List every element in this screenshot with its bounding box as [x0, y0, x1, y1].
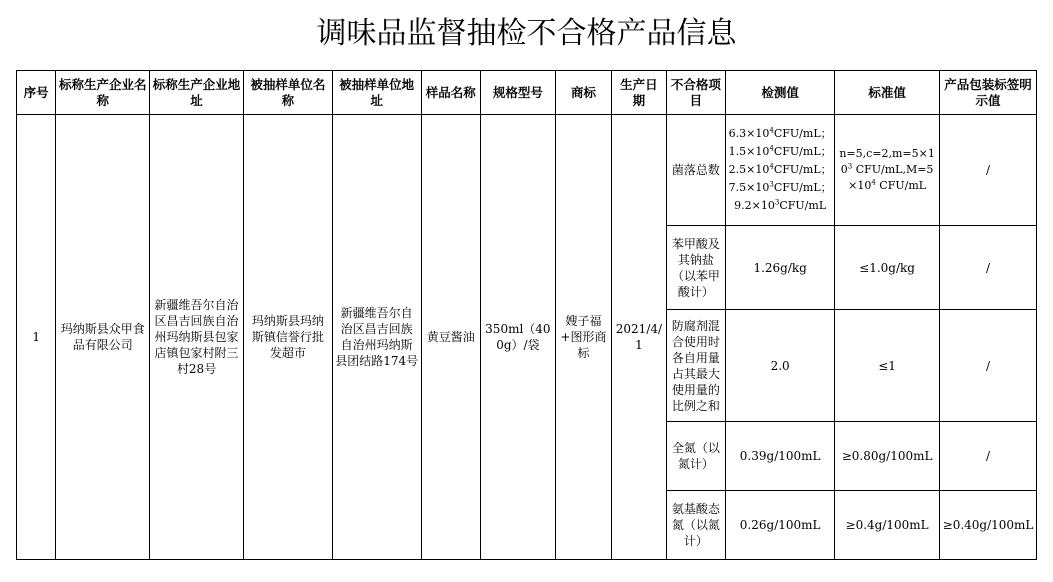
- cell-measured-value: 1.26g/kg: [726, 226, 835, 310]
- cell-label-value: /: [940, 310, 1037, 422]
- cell-measured-value: 2.0: [726, 310, 835, 422]
- header-brand: 商标: [555, 71, 611, 115]
- unqualified-products-table: [16, 70, 1037, 560]
- cell-measured-value: [726, 115, 835, 226]
- cell-failed-item: 全氮（以氮计）: [666, 422, 726, 491]
- header-manufacturer: 标称生产企业名称: [56, 71, 150, 115]
- cell-failed-item: 氨基酸态氮（以氮计）: [666, 491, 726, 560]
- cell-label-value: /: [940, 115, 1037, 226]
- cell-standard-value: ≥0.80g/100mL: [835, 422, 940, 491]
- measured-line: $6.3\times 10^4CFU/mL$；: [728, 126, 832, 140]
- header-sampled-unit-address: 被抽样单位地址: [332, 71, 421, 115]
- cell-manufacturer: 玛纳斯县众甲食品有限公司: [56, 115, 150, 560]
- measured-line: $1.5\times 10^4CFU/mL$；: [728, 144, 832, 158]
- cell-brand: 嫂子福+图形商标: [555, 115, 611, 560]
- cell-seq: 1: [17, 115, 56, 560]
- header-seq: 序号: [17, 71, 56, 115]
- cell-manufacturer-address: 新疆维吾尔自治区昌吉回族自治州玛纳斯县包家店镇包家村附三村28号: [150, 115, 244, 560]
- cell-sampled-unit: 玛纳斯县玛纳斯镇信誉行批发超市: [243, 115, 332, 560]
- header-sample-name: 样品名称: [421, 71, 481, 115]
- measured-line: $9.2\times 10^3CFU/mL$: [734, 198, 827, 212]
- cell-failed-item: 苯甲酸及其钠盐（以苯甲酸计）: [666, 226, 726, 310]
- cell-measured-value: 0.39g/100mL: [726, 422, 835, 491]
- page-title: 调味品监督抽检不合格产品信息: [316, 16, 737, 51]
- cell-standard-value: ≥0.4g/100mL: [835, 491, 940, 560]
- measured-line: $7.5\times 10^3CFU/mL$；: [728, 180, 832, 194]
- header-row: [17, 71, 1037, 115]
- measured-line: $2.5\times 10^4CFU/mL$；: [728, 162, 832, 176]
- header-standard-value: 标准值: [835, 71, 940, 115]
- header-label-value: 产品包装标签明示值: [940, 71, 1037, 115]
- header-spec: 规格型号: [481, 71, 556, 115]
- cell-failed-item: 菌落总数: [666, 115, 726, 226]
- cell-sampled-unit-address: 新疆维吾尔自治区昌吉回族自治州玛纳斯县团结路174号: [332, 115, 421, 560]
- cell-measured-value: 0.26g/100mL: [726, 491, 835, 560]
- header-manufacturer-address: 标称生产企业地址: [150, 71, 244, 115]
- cell-standard-value: ≤1.0g/kg: [835, 226, 940, 310]
- cell-production-date: 2021/4/1: [612, 115, 666, 560]
- cell-standard-value: $n=5,c=2,m=5\times 10^3$ CFU/$mL,M=5\times 10^4$ CFU/mL: [835, 115, 940, 226]
- cell-sample-name: 黄豆酱油: [421, 115, 481, 560]
- cell-failed-item: 防腐剂混合使用时各自用量占其最大使用量的比例之和: [666, 310, 726, 422]
- header-sampled-unit: 被抽样单位名称: [243, 71, 332, 115]
- header-failed-item: 不合格项目: [666, 71, 726, 115]
- cell-label-value: /: [940, 422, 1037, 491]
- cell-label-value: ≥0.40g/100mL: [940, 491, 1037, 560]
- header-production-date: 生产日期: [612, 71, 666, 115]
- cell-spec: 350ml（400g）/袋: [481, 115, 556, 560]
- table-row: [17, 115, 1037, 226]
- cell-standard-value: ≤1: [835, 310, 940, 422]
- header-measured-value: 检测值: [726, 71, 835, 115]
- cell-label-value: /: [940, 226, 1037, 310]
